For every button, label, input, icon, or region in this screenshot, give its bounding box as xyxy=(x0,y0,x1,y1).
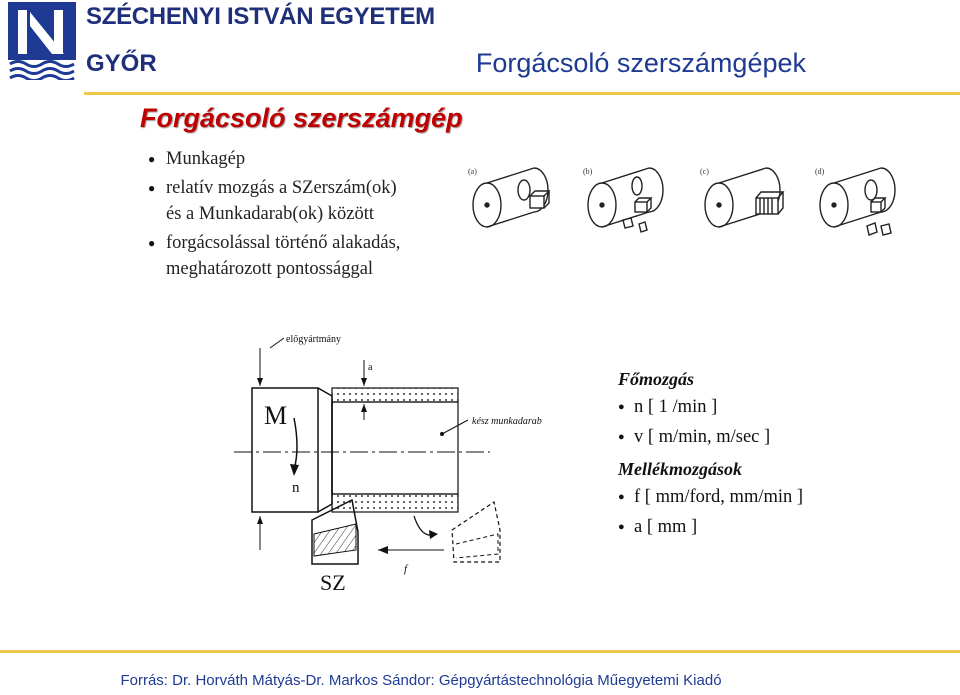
variant-label: (a) xyxy=(468,167,477,176)
bullet-list xyxy=(148,146,400,282)
variant-label: (b) xyxy=(583,167,593,176)
bullet-line: ● relatív mozgás a SZerszám(ok) xyxy=(166,178,397,198)
blank-label: előgyártmány xyxy=(286,334,341,345)
main-motion-item: ● n [ 1 /min ] xyxy=(618,392,803,422)
course-title: Forgácsoló szerszámgépek xyxy=(475,48,806,78)
variant-label: (d) xyxy=(815,167,825,176)
bullet-item xyxy=(148,230,400,282)
aux-motion-heading: Mellékmozgások xyxy=(618,459,742,479)
header-divider xyxy=(84,92,960,95)
variant-a xyxy=(468,167,549,227)
bullet-line: ● forgácsolással történő alakadás, xyxy=(166,233,401,253)
finished-label: kész munkadarab xyxy=(472,416,542,427)
source-citation: Forrás: Dr. Horváth Mátyás-Dr. Markos Sándor: Gépgyártástechnológia Műegyetemi Kiadó xyxy=(120,672,722,689)
motion-panel xyxy=(618,366,803,542)
turning-variants-figure xyxy=(462,160,914,250)
variant-b xyxy=(583,167,663,232)
rotation-label: n xyxy=(292,480,300,496)
bullet-line: ● Munkagép xyxy=(166,149,246,169)
university-name: SZÉCHENYI ISTVÁN EGYETEM xyxy=(86,3,435,30)
bullet-item xyxy=(148,175,400,227)
turning-operation-diagram xyxy=(228,320,568,600)
slide-title: Forgácsoló szerszámgép xyxy=(140,103,463,133)
aux-motion-item: ● f [ mm/ford, mm/min ] xyxy=(618,482,803,512)
main-motion-item: ● v [ m/min, m/sec ] xyxy=(618,422,803,452)
footer-divider xyxy=(0,650,960,653)
aux-motion-item: ● a [ mm ] xyxy=(618,512,803,542)
main-motion-heading: Főmozgás xyxy=(618,369,695,389)
tool-label: SZ xyxy=(320,570,346,595)
workpiece-letter: M xyxy=(264,401,288,430)
feed-label: f xyxy=(404,563,408,575)
depth-label: a xyxy=(368,362,373,373)
university-logo xyxy=(8,2,76,80)
bullet-line: és a Munkadarab(ok) között xyxy=(166,204,375,224)
variant-c xyxy=(700,167,783,227)
variant-d xyxy=(815,167,895,235)
bullet-line: meghatározott pontossággal xyxy=(166,259,374,279)
bullet-item xyxy=(148,146,400,172)
variant-label: (c) xyxy=(700,167,709,176)
university-city: GYŐR xyxy=(86,50,157,77)
